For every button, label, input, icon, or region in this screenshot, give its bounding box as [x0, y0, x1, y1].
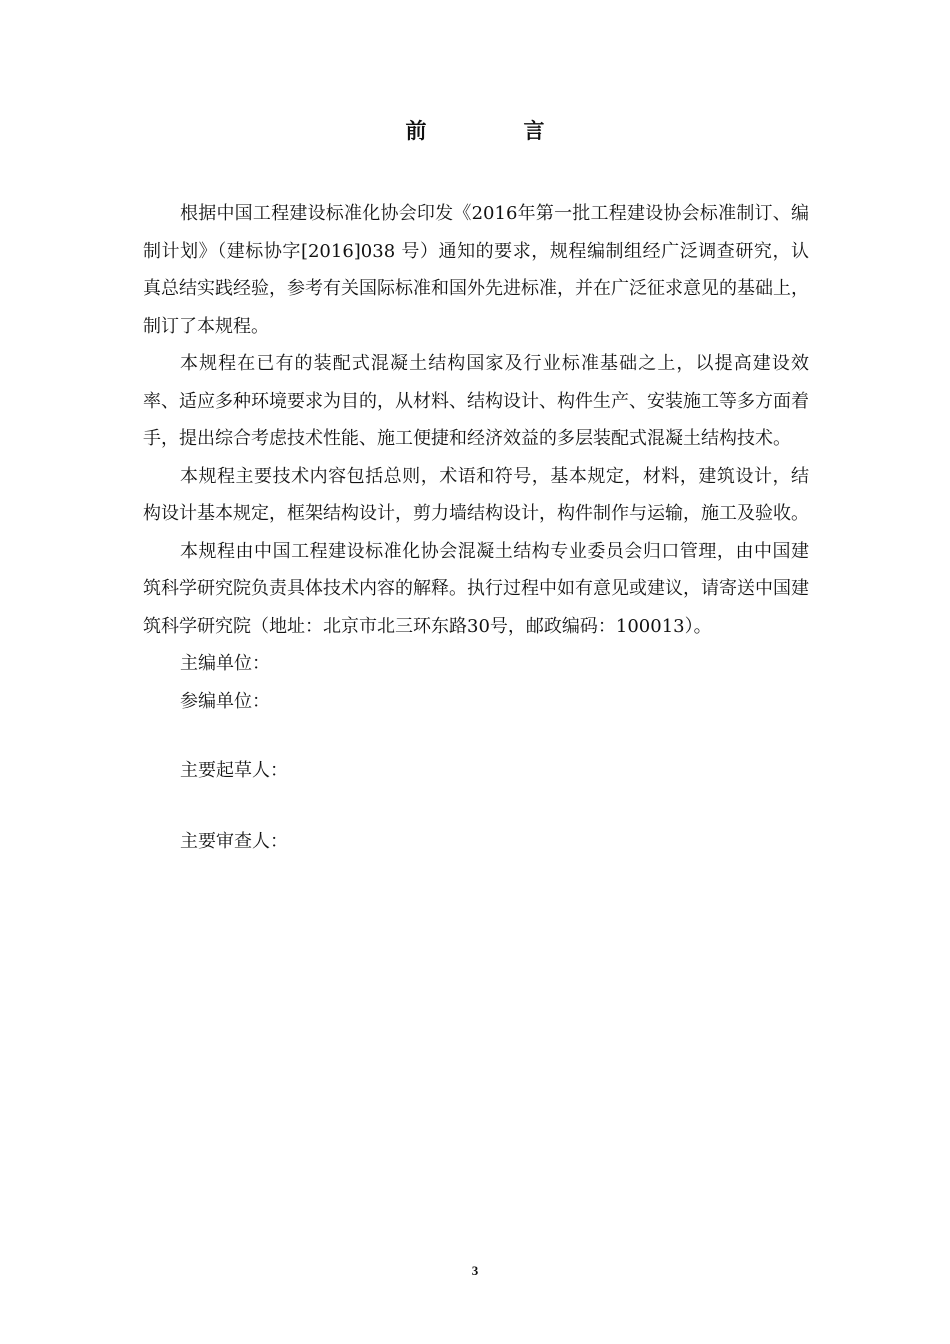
chief-editor-unit-label: 主编单位： — [180, 653, 270, 674]
document-body — [143, 195, 809, 860]
page-number: 3 — [471, 1263, 479, 1278]
paragraph-management: 本规程由中国工程建设标准化协会混凝土结构专业委员会归口管理，由中国建筑科学研究院负责具体技术内容的解释。执行过程中如有意见或建议，请寄送中国建筑科学研究院（地址：北京市北三环东路30号，邮政编码：100013）。 — [143, 540, 809, 637]
paragraph-purpose: 本规程在已有的装配式混凝土结构国家及行业标准基础之上，以提高建设效率、适应多种环境要求为目的，从材料、结构设计、构件生产、安装施工等多方面着手，提出综合考虑技术性能、施工便捷和经济效益的多层装配式混凝土结构技术。 — [143, 353, 809, 449]
main-drafters-label: 主要起草人： — [180, 760, 288, 781]
paragraph-contents: 本规程主要技术内容包括总则，术语和符号，基本规定，材料，建筑设计，结构设计基本规定，框架结构设计，剪力墙结构设计，构件制作与运输，施工及验收。 — [143, 465, 809, 524]
page-title: 前 言 — [405, 118, 583, 143]
paragraph-basis: 根据中国工程建设标准化协会印发《2016年第一批工程建设协会标准制订、编制计划》（建标协字[2016]038 号）通知的要求，规程编制组经广泛调查研究，认真总结实践经验，参考有关国际标准和国外先进标准，并在广泛征求意见的基础上，制订了本规程。 — [143, 203, 809, 337]
main-reviewers-label: 主要审查人： — [180, 830, 288, 852]
participating-unit-label: 参编单位： — [180, 690, 270, 712]
